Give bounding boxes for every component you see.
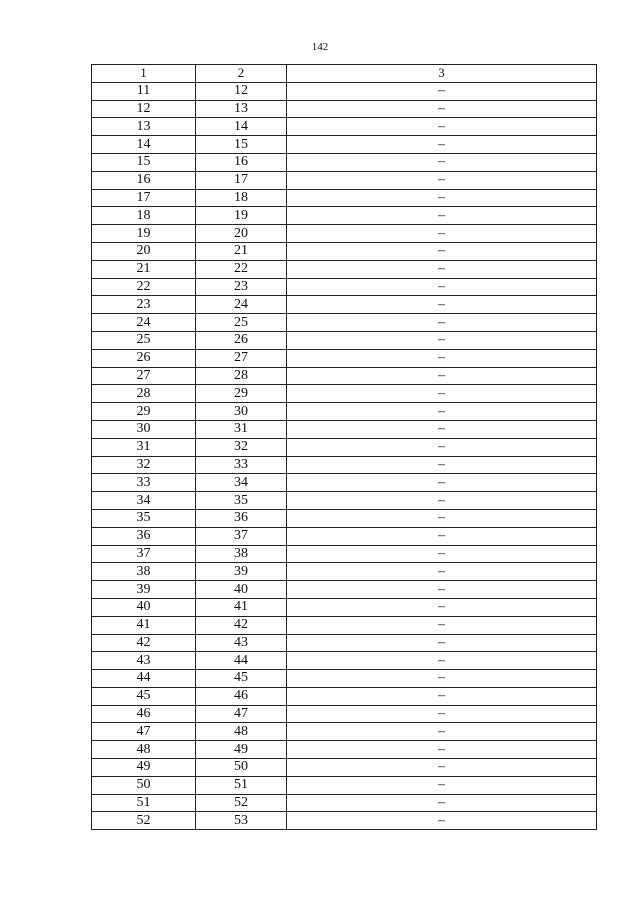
column-header: 2 <box>196 65 287 83</box>
table-cell: – <box>287 171 597 189</box>
table-cell: 19 <box>92 225 196 243</box>
table-cell: 34 <box>196 474 287 492</box>
table-cell: 53 <box>196 812 287 830</box>
table-cell: – <box>287 794 597 812</box>
table-cell: 47 <box>196 705 287 723</box>
table-cell: – <box>287 598 597 616</box>
table-cell: – <box>287 652 597 670</box>
table-cell: 41 <box>92 616 196 634</box>
table-cell: 30 <box>92 420 196 438</box>
table-cell: 17 <box>196 171 287 189</box>
table-cell: – <box>287 438 597 456</box>
table-cell: 50 <box>92 776 196 794</box>
table-cell: 36 <box>92 527 196 545</box>
table-cell: – <box>287 670 597 688</box>
table-cell: 32 <box>196 438 287 456</box>
table-row <box>92 136 597 154</box>
table-row <box>92 296 597 314</box>
table-cell: 28 <box>92 385 196 403</box>
table-row <box>92 349 597 367</box>
table-cell: – <box>287 136 597 154</box>
table-row <box>92 581 597 599</box>
table-row <box>92 331 597 349</box>
table-cell: 19 <box>196 207 287 225</box>
table-cell: 14 <box>196 118 287 136</box>
table-cell: 38 <box>92 563 196 581</box>
table-cell: 46 <box>196 687 287 705</box>
table-cell: 23 <box>92 296 196 314</box>
table-cell: 18 <box>196 189 287 207</box>
column-header: 1 <box>92 65 196 83</box>
table-row <box>92 509 597 527</box>
table-cell: 39 <box>92 581 196 599</box>
table-cell: – <box>287 385 597 403</box>
table-cell: 38 <box>196 545 287 563</box>
table-cell: 27 <box>196 349 287 367</box>
table-cell: – <box>287 492 597 510</box>
table-row <box>92 492 597 510</box>
data-table <box>91 64 597 830</box>
table-cell: 23 <box>196 278 287 296</box>
table-cell: – <box>287 616 597 634</box>
table-row <box>92 652 597 670</box>
table-row <box>92 705 597 723</box>
table-row <box>92 456 597 474</box>
table-cell: 25 <box>196 314 287 332</box>
table-cell: 46 <box>92 705 196 723</box>
table-row <box>92 153 597 171</box>
table-cell: 16 <box>196 153 287 171</box>
table-row <box>92 82 597 100</box>
table-cell: 35 <box>92 509 196 527</box>
table-cell: 39 <box>196 563 287 581</box>
table-row <box>92 118 597 136</box>
table-cell: 30 <box>196 403 287 421</box>
table-cell: 11 <box>92 82 196 100</box>
table-row <box>92 385 597 403</box>
table-cell: – <box>287 100 597 118</box>
table-cell: 22 <box>196 260 287 278</box>
table-cell: 16 <box>92 171 196 189</box>
table-cell: – <box>287 723 597 741</box>
table-row <box>92 794 597 812</box>
table-row <box>92 741 597 759</box>
table-cell: – <box>287 687 597 705</box>
table-cell: – <box>287 296 597 314</box>
table-cell: 37 <box>92 545 196 563</box>
table-cell: – <box>287 776 597 794</box>
table-cell: 42 <box>92 634 196 652</box>
table-row <box>92 723 597 741</box>
table-cell: – <box>287 509 597 527</box>
table-row <box>92 420 597 438</box>
table-cell: 20 <box>92 242 196 260</box>
table-cell: 44 <box>196 652 287 670</box>
column-header: 3 <box>287 65 597 83</box>
table-cell: 12 <box>92 100 196 118</box>
table-row <box>92 812 597 830</box>
table-cell: 40 <box>196 581 287 599</box>
table-row <box>92 474 597 492</box>
table-row <box>92 403 597 421</box>
table-cell: 45 <box>196 670 287 688</box>
table-cell: 24 <box>196 296 287 314</box>
table-row <box>92 367 597 385</box>
table-cell: – <box>287 741 597 759</box>
table-cell: 32 <box>92 456 196 474</box>
table-cell: 45 <box>92 687 196 705</box>
table-cell: – <box>287 260 597 278</box>
table-row <box>92 438 597 456</box>
table-cell: – <box>287 812 597 830</box>
table-cell: 27 <box>92 367 196 385</box>
table-cell: 24 <box>92 314 196 332</box>
table-body <box>92 65 597 830</box>
table-row <box>92 545 597 563</box>
table-cell: – <box>287 207 597 225</box>
table-cell: 43 <box>196 634 287 652</box>
table-cell: 49 <box>196 741 287 759</box>
table-cell: – <box>287 225 597 243</box>
table-cell: 43 <box>92 652 196 670</box>
table-cell: – <box>287 456 597 474</box>
table-row <box>92 189 597 207</box>
table-cell: 13 <box>92 118 196 136</box>
table-cell: 51 <box>196 776 287 794</box>
table-cell: 28 <box>196 367 287 385</box>
table-cell: 49 <box>92 759 196 777</box>
page-number: 142 <box>311 41 329 53</box>
table-cell: – <box>287 581 597 599</box>
table-cell: 22 <box>92 278 196 296</box>
table-cell: – <box>287 545 597 563</box>
table-cell: 51 <box>92 794 196 812</box>
table-cell: – <box>287 278 597 296</box>
table-cell: 25 <box>92 331 196 349</box>
table-cell: 17 <box>92 189 196 207</box>
table-cell: 21 <box>92 260 196 278</box>
table-cell: 12 <box>196 82 287 100</box>
table-cell: 31 <box>92 438 196 456</box>
table-row <box>92 687 597 705</box>
table-cell: 34 <box>92 492 196 510</box>
table-row <box>92 776 597 794</box>
table-row <box>92 225 597 243</box>
table-cell: – <box>287 189 597 207</box>
table-cell: 44 <box>92 670 196 688</box>
table-cell: – <box>287 420 597 438</box>
table-cell: 26 <box>196 331 287 349</box>
table-cell: 36 <box>196 509 287 527</box>
table-cell: 29 <box>92 403 196 421</box>
table-cell: 33 <box>196 456 287 474</box>
table-cell: 21 <box>196 242 287 260</box>
table-cell: – <box>287 367 597 385</box>
table-row <box>92 670 597 688</box>
table-cell: – <box>287 474 597 492</box>
table-cell: 31 <box>196 420 287 438</box>
table-cell: 50 <box>196 759 287 777</box>
table-cell: – <box>287 527 597 545</box>
table-cell: – <box>287 242 597 260</box>
table-row <box>92 598 597 616</box>
table-cell: 40 <box>92 598 196 616</box>
table-row <box>92 563 597 581</box>
table-cell: 15 <box>92 153 196 171</box>
table-cell: – <box>287 331 597 349</box>
table-cell: 18 <box>92 207 196 225</box>
table-cell: 52 <box>92 812 196 830</box>
table-cell: 41 <box>196 598 287 616</box>
table-cell: 35 <box>196 492 287 510</box>
table-cell: 42 <box>196 616 287 634</box>
table-row <box>92 207 597 225</box>
table-cell: – <box>287 563 597 581</box>
table-cell: – <box>287 349 597 367</box>
table-cell: 14 <box>92 136 196 154</box>
table-cell: 47 <box>92 723 196 741</box>
table-cell: 52 <box>196 794 287 812</box>
table-cell: 13 <box>196 100 287 118</box>
table-header-row <box>92 65 597 83</box>
table-cell: – <box>287 705 597 723</box>
table-cell: 20 <box>196 225 287 243</box>
table-row <box>92 759 597 777</box>
table-row <box>92 278 597 296</box>
table-cell: – <box>287 759 597 777</box>
table-cell: 33 <box>92 474 196 492</box>
table-cell: 29 <box>196 385 287 403</box>
table-cell: – <box>287 403 597 421</box>
table-cell: 37 <box>196 527 287 545</box>
table-row <box>92 242 597 260</box>
table-row <box>92 634 597 652</box>
table-row <box>92 314 597 332</box>
table-cell: 26 <box>92 349 196 367</box>
table-row <box>92 616 597 634</box>
table-cell: – <box>287 82 597 100</box>
table-cell: 48 <box>196 723 287 741</box>
table-row <box>92 527 597 545</box>
table-cell: – <box>287 153 597 171</box>
table-row <box>92 171 597 189</box>
table-row <box>92 100 597 118</box>
table-cell: – <box>287 118 597 136</box>
table-row <box>92 260 597 278</box>
table-cell: – <box>287 314 597 332</box>
table-cell: – <box>287 634 597 652</box>
table-cell: 15 <box>196 136 287 154</box>
table-cell: 48 <box>92 741 196 759</box>
